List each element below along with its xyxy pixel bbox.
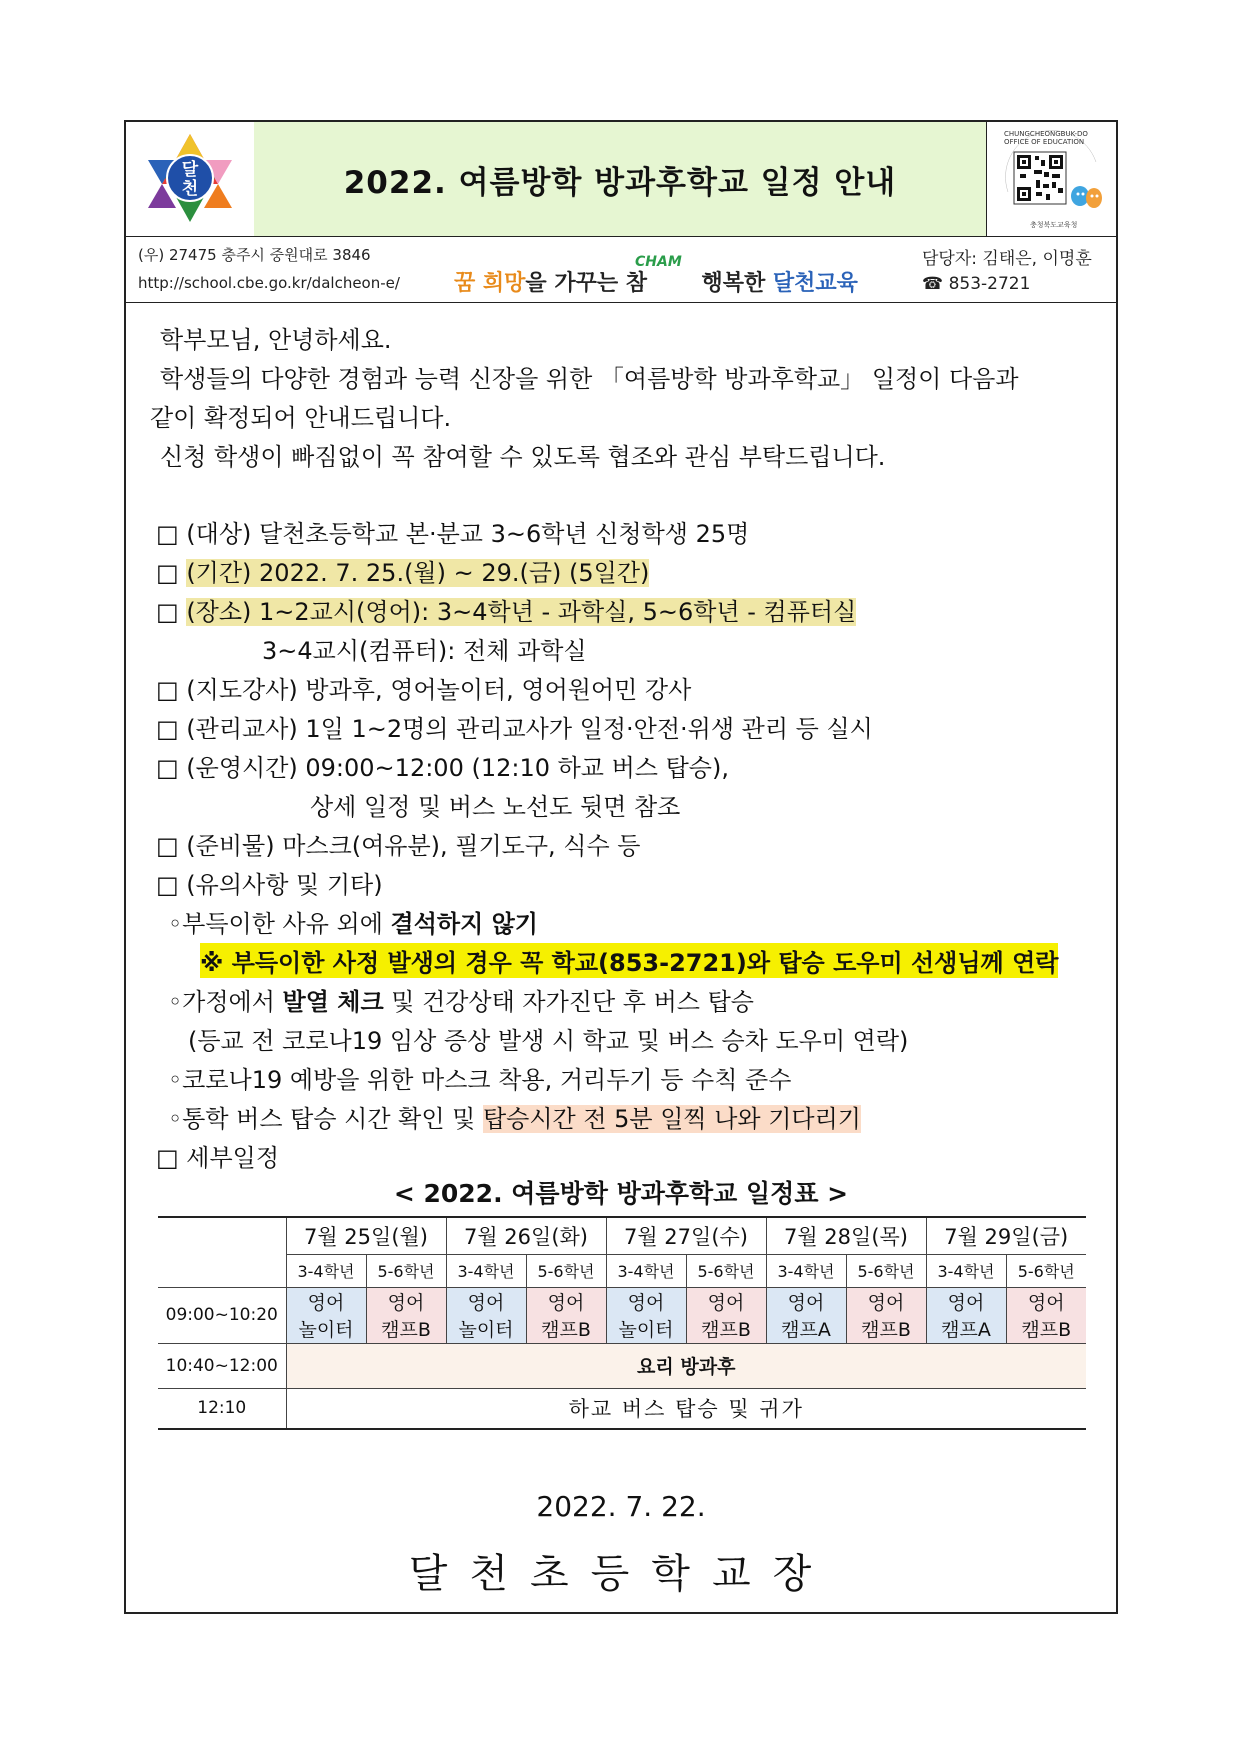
schedule-title: < 2022. 여름방학 방과후학교 일정표 > [393, 1179, 849, 1208]
note-2-bold: 발열 체크 [282, 988, 384, 1016]
greeting-line-1: 학부모님, 안녕하세요. [160, 326, 392, 354]
grade-header: 5-6학년 [526, 1254, 606, 1287]
greeting-line-3: 같이 확정되어 안내드립니다. [150, 404, 452, 432]
class-cell: 영어 캠프B [686, 1287, 766, 1343]
class-cell: 영어 캠프B [526, 1287, 606, 1343]
page-title: 2022. 여름방학 방과후학교 일정 안내 [343, 164, 897, 201]
time-cell: 12:10 [158, 1388, 286, 1429]
note-2-text: ◦가정에서 [168, 988, 283, 1016]
slogan-part-4: 달천교육 [772, 271, 858, 296]
grade-header: 3-4학년 [926, 1254, 1006, 1287]
item-hours: □ (운영시간) 09:00~12:00 (12:10 하교 버스 탑승), [156, 754, 729, 782]
item-supplies: □ (준비물) 마스크(여유분), 필기도구, 식수 등 [156, 832, 641, 860]
grade-header: 5-6학년 [686, 1254, 766, 1287]
class-cell: 영어 놀이터 [286, 1287, 366, 1343]
title-cell [254, 122, 987, 236]
checkbox-glyph: □ [156, 598, 187, 626]
contact-phone [922, 274, 1030, 294]
note-4-highlight: 탑승시간 전 5분 일찍 나와 기다리기 [482, 1105, 861, 1133]
class-cell: 영어 놀이터 [606, 1287, 686, 1343]
emblem-arc-text: CHUNGCHEONGBUK-DO OFFICE OF EDUCATION [1004, 130, 1088, 146]
slogan-cham: CHAM [635, 254, 682, 270]
table-row-days [158, 1217, 1086, 1254]
note-4-text: ◦통학 버스 탑승 시간 확인 및 [168, 1105, 483, 1133]
class-cell: 영어 캠프B [1006, 1287, 1086, 1343]
day-header: 7월 25일(월) [286, 1217, 446, 1254]
item-place-2: 3~4교시(컴퓨터): 전체 과학실 [262, 637, 587, 665]
schedule-table [158, 1216, 1086, 1430]
day-header: 7월 26일(화) [446, 1217, 606, 1254]
note-1-text: ◦부득이한 사유 외에 [168, 910, 391, 938]
item-hours-2: 상세 일정 및 버스 노선도 뒷면 참조 [310, 793, 681, 821]
greeting-line-4: 신청 학생이 빠짐없이 꼭 참여할 수 있도록 협조와 관심 부탁드립니다. [160, 443, 886, 471]
time-cell: 10:40~12:00 [158, 1343, 286, 1388]
phone-number: 853-2721 [948, 274, 1031, 294]
logo-char-1: 달 [181, 160, 199, 180]
item-detail: □ 세부일정 [156, 1144, 280, 1172]
school-url[interactable]: http://school.cbe.go.kr/dalcheon-e/ [138, 274, 400, 292]
note-2 [168, 982, 754, 1017]
note-1 [168, 904, 538, 939]
phone-icon: ☎ [922, 274, 949, 294]
corner-cell [158, 1217, 286, 1287]
note-2-text-end: 및 건강상태 자가진단 후 버스 탑승 [383, 988, 754, 1016]
contact-person: 담당자: 김태은, 이명훈 [922, 249, 1092, 269]
grade-header: 3-4학년 [606, 1254, 686, 1287]
period-text: (기간) 2022. 7. 25.(월) ~ 29.(금) (5일간) [186, 559, 650, 587]
note-1-bold: 결석하지 않기 [390, 910, 538, 938]
table-row-slot-3 [158, 1388, 1086, 1429]
day-header: 7월 27일(수) [606, 1217, 766, 1254]
note-2-sub: (등교 전 코로나19 임상 증상 발생 시 학교 및 버스 승차 도우미 연락) [188, 1027, 909, 1055]
item-manager: □ (관리교사) 1일 1~2명의 관리교사가 일정·안전·위생 관리 등 실시 [156, 715, 873, 743]
school-logo [126, 122, 255, 236]
star-logo-icon [126, 122, 254, 236]
day-header: 7월 29일(금) [926, 1217, 1086, 1254]
principal-signature: 달천초등학교장 [408, 1551, 834, 1597]
slogan [454, 254, 858, 297]
table-row-grades [158, 1254, 1086, 1287]
class-cell: 영어 캠프B [366, 1287, 446, 1343]
note-4 [168, 1099, 861, 1134]
item-target: □ (대상) 달천초등학교 본·분교 3~6학년 신청학생 25명 [156, 520, 750, 548]
info-bar [126, 236, 1116, 303]
document-frame [124, 120, 1118, 1614]
day-header: 7월 28일(목) [766, 1217, 926, 1254]
class-cell: 영어 캠프B [846, 1287, 926, 1343]
dismissal-cell: 하교 버스 탑승 및 귀가 [286, 1388, 1086, 1429]
slogan-part-2: 을 가꾸는 참 [525, 271, 648, 296]
education-office-emblem [986, 122, 1116, 236]
grade-header: 5-6학년 [366, 1254, 446, 1287]
address: (우) 27475 충주시 중원대로 3846 [138, 246, 371, 264]
grade-header: 3-4학년 [766, 1254, 846, 1287]
logo-char-2: 천 [181, 179, 199, 199]
item-notes: □ (유의사항 및 기타) [156, 871, 383, 899]
grade-header: 3-4학년 [286, 1254, 366, 1287]
emblem-bottom-text: 충청북도교육청 [1030, 221, 1078, 229]
slogan-part-1: 꿈 희망 [454, 271, 526, 296]
grade-header: 5-6학년 [1006, 1254, 1086, 1287]
note-3: ◦코로나19 예방을 위한 마스크 착용, 거리두기 등 수칙 준수 [168, 1066, 792, 1094]
class-cell: 영어 캠프A [766, 1287, 846, 1343]
slogan-part-3: 행복한 [701, 271, 766, 296]
cooking-class-cell: 요리 방과후 [286, 1343, 1086, 1388]
grade-header: 5-6학년 [846, 1254, 926, 1287]
class-cell: 영어 캠프A [926, 1287, 1006, 1343]
checkbox-glyph: □ [156, 559, 187, 587]
class-cell: 영어 놀이터 [446, 1287, 526, 1343]
note-1-warning: ※ 부득이한 사정 발생의 경우 꼭 학교(853-2721)와 탑승 도우미 선생님께 연락 [200, 943, 1058, 978]
item-period [156, 553, 649, 588]
item-place [156, 592, 856, 627]
grade-header: 3-4학년 [446, 1254, 526, 1287]
time-cell: 09:00~10:20 [158, 1287, 286, 1343]
item-instructor: □ (지도강사) 방과후, 영어놀이터, 영어원어민 강사 [156, 676, 692, 704]
document-date: 2022. 7. 22. [536, 1490, 706, 1523]
greeting-line-2: 학생들의 다양한 경험과 능력 신장을 위한 「여름방학 방과후학교」 일정이 다음과 [160, 365, 1019, 393]
table-row-slot-2 [158, 1343, 1086, 1388]
table-row-slot-1 [158, 1287, 1086, 1343]
place-text: (장소) 1~2교시(영어): 3~4학년 - 과학실, 5~6학년 - 컴퓨터실 [186, 598, 857, 626]
header [126, 122, 1116, 237]
